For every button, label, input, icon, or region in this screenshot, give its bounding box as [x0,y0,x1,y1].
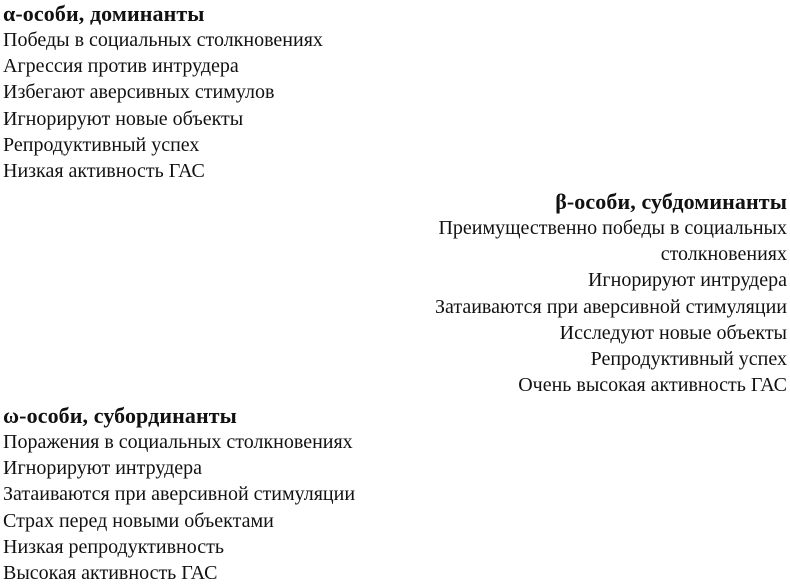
omega-heading: ω-особи, субординанты [3,403,237,428]
beta-section [367,188,787,398]
beta-item: Репродуктивный успех [590,348,787,371]
omega-item: Высокая активность ГАС [3,562,218,585]
omega-item: Низкая репродуктивность [3,535,224,558]
beta-item: Очень высокая активность ГАС [518,374,787,397]
omega-item: Затаиваются при аверсивной стимуляции [3,483,356,506]
beta-heading: β-особи, субдоминанты [555,189,787,214]
alpha-item: Репродуктивный успех [3,133,200,156]
beta-item: Затаиваются при аверсивной стимуляции [434,295,787,318]
beta-item: Исследуют новые объекты [559,321,787,344]
alpha-section [3,0,323,184]
alpha-item: Избегают аверсивных стимулов [3,81,275,104]
alpha-item: Игнорируют новые объекты [3,107,244,130]
beta-item: Преимущественно победы в социальных [438,217,787,239]
omega-item: Страх перед новыми объектами [3,509,274,532]
alpha-item: Низкая активность ГАС [3,160,205,183]
omega-item: Поражения в социальных столкновениях [3,431,353,453]
alpha-item: Агрессия против интрудера [3,55,239,78]
omega-item: Игнорируют интрудера [3,457,203,480]
alpha-item: Победы в социальных столкновениях [3,29,323,51]
beta-item: Игнорируют интрудера [587,269,787,292]
alpha-heading: α-особи, доминанты [3,1,205,26]
beta-item: столкновениях [660,243,787,266]
omega-section [3,402,355,586]
